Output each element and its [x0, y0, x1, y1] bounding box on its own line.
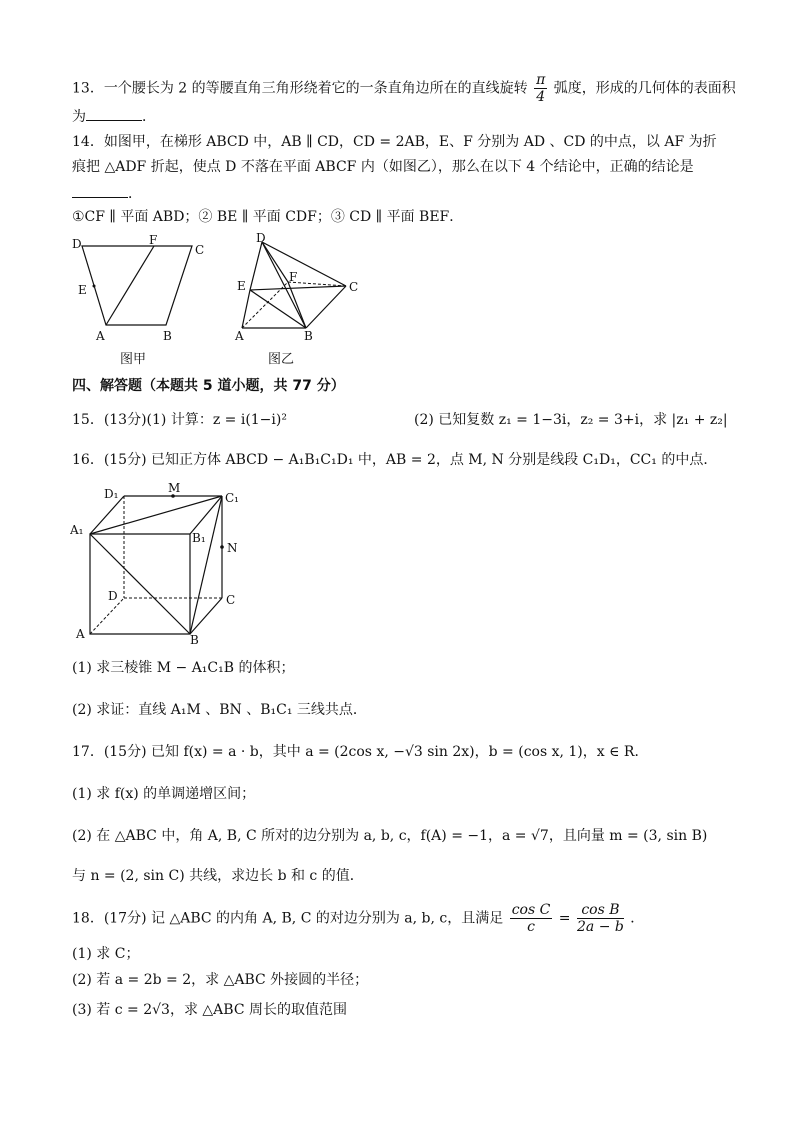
point-E: [93, 285, 96, 288]
q17-sub1: (1) 求 f(x) 的单调递增区间；: [72, 786, 256, 802]
q14-line3: [72, 183, 142, 204]
q13-line2: [72, 106, 156, 127]
q14-answer-blank[interactable]: [72, 183, 128, 198]
q18-line1: [72, 902, 644, 935]
q14-fig2-caption: 图乙: [268, 352, 295, 367]
label-E: E: [78, 283, 87, 297]
label-B: B: [163, 329, 172, 343]
q18-frac1-num: cos C: [511, 902, 551, 918]
q14-figure-yi: [232, 232, 372, 347]
q13-answer-blank[interactable]: [86, 106, 142, 121]
q16-cube-figure: [70, 478, 250, 648]
q13-frac-num: π: [536, 72, 546, 88]
label-B: B: [304, 329, 313, 343]
label-F: F: [149, 233, 158, 247]
q13-line2-end: ．: [142, 109, 156, 125]
q14-line2: 痕把 △ADF 折起，使点 D 不落在平面 ABCF 内（如图乙），那么在以下 4 个结论中，正确的结论是: [72, 159, 694, 175]
q18-frac2-num: cos B: [577, 902, 624, 919]
label-E: E: [237, 279, 246, 293]
trapezoid-outline: [82, 246, 192, 325]
label-C: C: [226, 593, 236, 607]
q13-fraction: [534, 72, 547, 105]
q18-frac2-den: 2a − b: [576, 919, 624, 935]
segment-AF: [106, 246, 154, 325]
label-A: A: [96, 329, 105, 343]
q18-frac2: [577, 902, 624, 935]
q18-frac1-den: c: [527, 919, 535, 935]
q17-sub2b: 与 n = (2, sin C) 共线，求边长 b 和 c 的值．: [72, 868, 364, 884]
q14-line3-end: ．: [128, 186, 142, 202]
q18-frac1: [510, 902, 553, 935]
point-N: [220, 545, 224, 549]
q16-line1: 16．(15分) 已知正方体 ABCD − A₁B₁C₁D₁ 中，AB = 2，点 M, N 分别是线段 C₁D₁，CC₁ 的中点．: [72, 452, 718, 468]
q17-line1: 17．(15分) 已知 f(x) = a · b，其中 a = (2cos x, −√3 sin 2x)，b = (cos x, 1)，x ∈ R．: [72, 744, 649, 760]
q14-figure-jia: [70, 232, 220, 347]
label-C: C: [349, 280, 359, 294]
label-B1: B₁: [192, 531, 206, 545]
q18-sub2: (2) 若 a = 2b = 2，求 △ABC 外接圆的半径；: [72, 972, 369, 988]
q15-part1: 15．(13分)(1) 计算：z = i(1−i)²: [72, 412, 287, 428]
q18-eq: =: [558, 910, 571, 927]
label-F: F: [289, 270, 298, 284]
label-A: A: [235, 329, 244, 343]
q16-sub2: (2) 求证：直线 A₁M 、BN 、B₁C₁ 三线共点．: [72, 702, 367, 718]
label-N: N: [227, 541, 238, 555]
label-D: D: [256, 232, 266, 245]
q18-line1-end: ．: [630, 910, 645, 927]
q13-line2-text: 为: [72, 109, 86, 125]
q18-text-pre: 18．(17分) 记 △ABC 的内角 A, B, C 的对边分别为 a, b, c，且满足: [72, 910, 504, 927]
q14-options: ①CF ∥ 平面 ABD；② BE ∥ 平面 CDF；③ CD ∥ 平面 BEF．: [72, 209, 464, 225]
label-D1: D₁: [104, 487, 119, 501]
label-M: M: [168, 481, 181, 495]
label-D: D: [72, 237, 82, 251]
label-B: B: [190, 633, 199, 647]
label-C1: C₁: [225, 491, 239, 505]
q17-sub2: (2) 在 △ABC 中，角 A, B, C 所对的边分别为 a, b, c，f(A) = −1，a = √7，且向量 m = (3, sin B): [72, 828, 708, 844]
q16-sub1: (1) 求三棱锥 M − A₁C₁B 的体积；: [72, 660, 295, 676]
q14-fig1-caption: 图甲: [120, 352, 147, 367]
label-C: C: [195, 243, 205, 257]
q18-sub1: (1) 求 C；: [72, 946, 140, 962]
q14-line1: 14．如图甲，在梯形 ABCD 中，AB ∥ CD，CD = 2AB，E、F 分别为 AD 、CD 的中点，以 AF 为折: [72, 134, 717, 150]
q13-text-pre: 13．一个腰长为 2 的等腰直角三角形绕着它的一条直角边所在的直线旋转: [72, 80, 528, 97]
q13-line1: [72, 72, 736, 105]
label-A1: A₁: [70, 523, 84, 537]
q18-sub3: (3) 若 c = 2√3，求 △ABC 周长的取值范围: [72, 1002, 347, 1018]
label-D: D: [108, 589, 118, 603]
section-title: 四、解答题（本题共 5 道小题，共 77 分）: [72, 378, 345, 394]
q15-part2: (2) 已知复数 z₁ = 1−3i，z₂ = 3+i，求 |z₁ + z₂|: [414, 412, 728, 428]
q13-frac-den: 4: [536, 89, 546, 105]
q13-text-post: 弧度，形成的几何体的表面积: [553, 80, 736, 97]
label-A: A: [76, 627, 85, 641]
